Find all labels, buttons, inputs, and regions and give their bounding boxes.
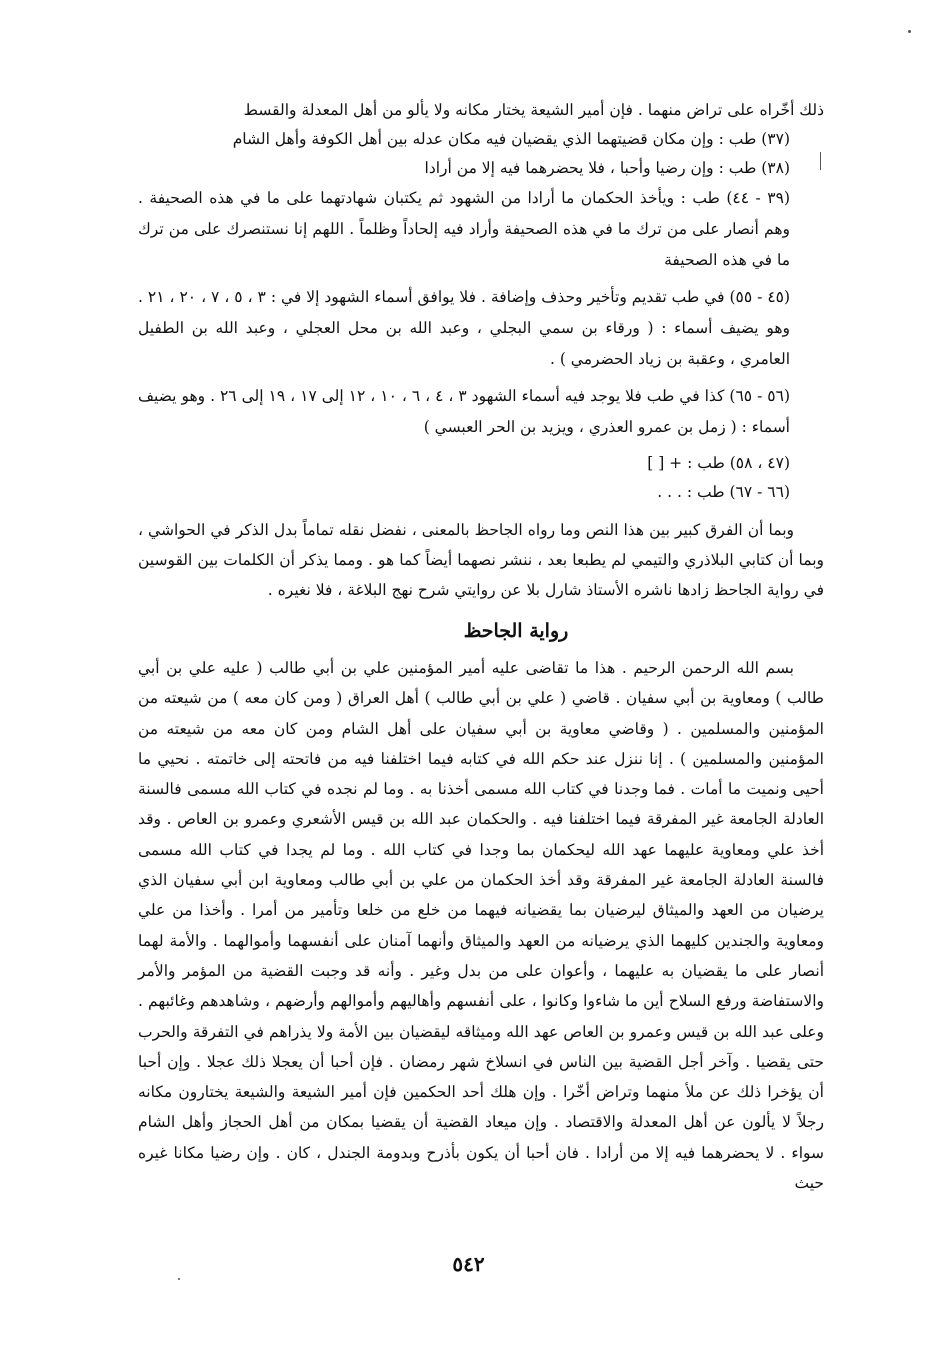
document-body-text: بسم الله الرحمن الرحيم . هذا ما تقاضى عليه أمير المؤمنين علي بن أبي طالب ( عليه علي بن أبي طالب ) ومعاوية بن أبي سفيان . قاضي ( علي بن أبي طالب ) أهل العراق ( ومن كان معه ) من شيعته من المؤمنين والمسلمين . ( وقاضي معاوية بن أبي سفيان على أهل الشام ومن كان معه من شيعته من المؤمنين والمسلمين ) . إنا ننزل عند حكم الله في كتابه فيما اختلفنا فيه من فاتحته إلى خاتمته . نحيي ما أحيى ونميت ما أمات . فما وجدنا في كتاب الله مسمى أخذنا به . وما لم نجده في كتاب الله مسمى فالسنة العادلة الجامعة غير المفرقة فيما اختلفنا فيه . والحكمان عبد الله بن قيس الأشعري وعمرو بن العاص . وقد أخذ علي ومعاوية عليهما عهد الله ليحكمان بما وجدا في كتاب الله . وما لم يجدا في كتاب الله مسمى فالسنة العادلة الجامعة غير المفرقة وقد أخذ الحكمان من علي بن أبي طالب ومعاوية ابن أبي سفيان الذي يرضيان من العهد والميثاق ليرضيان بما يقضيانه فيهما من خلع من خلعا وتأمير من أمرا . وأخذا من علي ومعاوية والجندين كليهما الذي يرضيانه من العهد والميثاق وأنهما آمنان على أنفسهما وأموالهما . والأمة لهما أنصار على ما يقضيان به عليهما ، وأعوان على من بدل وغير . وأنه قد وجبت القضية من المؤمر والأمر والاستفاضة ورفع السلاح أين ما شاءوا وكانوا ، على أنفسهم وأهاليهم وأموالهم وأرضهم ، وشاهدهم وغائبهم . وعلى عبد الله بن قيس وعمرو بن العاص عهد الله وميثاقه ليقضيان بين الأمة ولا يذراهم في التفرقة والحرب حتى يقضيا . وآخر أجل القضية بين الناس في انسلاخ شهر رمضان . فإن أحبا أن يعجلا ذلك عجلا . وإن أحبا أن يؤخرا ذلك عن ملأ منهما وتراض أخّرا . وإن هلك أحد الحكمين فإن أمير الشيعة والشيعة يختارون مكانه رجلاً لا يألون عن أهل المعدلة والاقتصاد . وإن ميعاد القضية أن يقضيا بمكان من أهل الحجاز وأهل الشام سواء . لا يحضرهما فيه إلا من أرادا . فان أحبا أن يكون بأذرح وبدومة الجندل ، كان . وإن رضيا مكانا غيره حيث <box>138 659 824 1193</box>
scan-speck <box>178 1278 180 1280</box>
note-37: (٣٧) طب : وإن مكان قضيتهما الذي يقضيان فيه مكان عدله بين أهل الكوفة وأهل الشام <box>232 130 790 148</box>
note-66-67: (٦٦ - ٦٧) طب : . . . <box>657 483 790 501</box>
note-38: (٣٨) طب : وإن رضيا وأحبا ، فلا يحضرهما فيه إلا من أرادا <box>424 159 790 177</box>
page-body <box>138 96 824 1198</box>
intro-paragraph: وبما أن الفرق كبير بين هذا النص وما رواه الجاحظ بالمعنى ، نفضل نقله تماماً بدل الذكر في الحواشي ، وبما أن كتابي البلاذري والتيمي لم يطبعا بعد ، ننشر نصهما أيضاً كما هو . ومما يذكر أن الكلمات بين القوسين في رواية الجاحظ زادها ناشره الأستاذ شارل بلا عن روايتي شرح نهج البلاغة ، فلا نغيره . <box>138 521 824 599</box>
scan-speck <box>820 152 821 170</box>
note-56-65: (٥٦ - ٦٥) كذا في طب فلا يوجد فيه أسماء الشهود ٣ ، ٤ ، ٦ ، ١٠ ، ١٢ إلى ١٧ ، ١٩ إلى ٢٦ . وهو يضيف أسماء : ( زمل بن عمرو العذري ، ويزيد بن الحر العبسي ) <box>138 387 790 436</box>
scan-speck <box>908 30 911 33</box>
section-title: رواية الجاحظ <box>463 620 569 642</box>
note-intro-line: ذلك أخّراه على تراض منهما . فإن أمير الشيعة يختار مكانه ولا يألو من أهل المعدلة والقسط <box>243 101 824 119</box>
note-47-58: (٤٧ ، ٥٨) طب : + [ ] <box>647 454 790 472</box>
page-number: ٥٤٢ <box>452 1252 485 1276</box>
note-39-44: (٣٩ - ٤٤) طب : ويأخذ الحكمان ما أرادا من الشهود ثم يكتبان شهادتهما على ما في هذه الصحيفة . وهم أنصار على من ترك ما في هذه الصحيفة وأراد فيه إلحاداً وظلماً . اللهم إنا نستنصرك على من ترك ما في هذه الصحيفة <box>138 189 790 269</box>
note-45-55: (٤٥ - ٥٥) في طب تقديم وتأخير وحذف وإضافة . فلا يوافق أسماء الشهود إلا في : ٣ ، ٥ ، ٧ ، ٢٠ ، ٢١ . وهو يضيف أسماء : ( ورقاء بن سمي البجلي ، وعبد الله بن محل العجلي ، وعبد الله بن الطفيل العامري ، وعقبة بن زياد الحضرمي ) . <box>138 288 791 368</box>
